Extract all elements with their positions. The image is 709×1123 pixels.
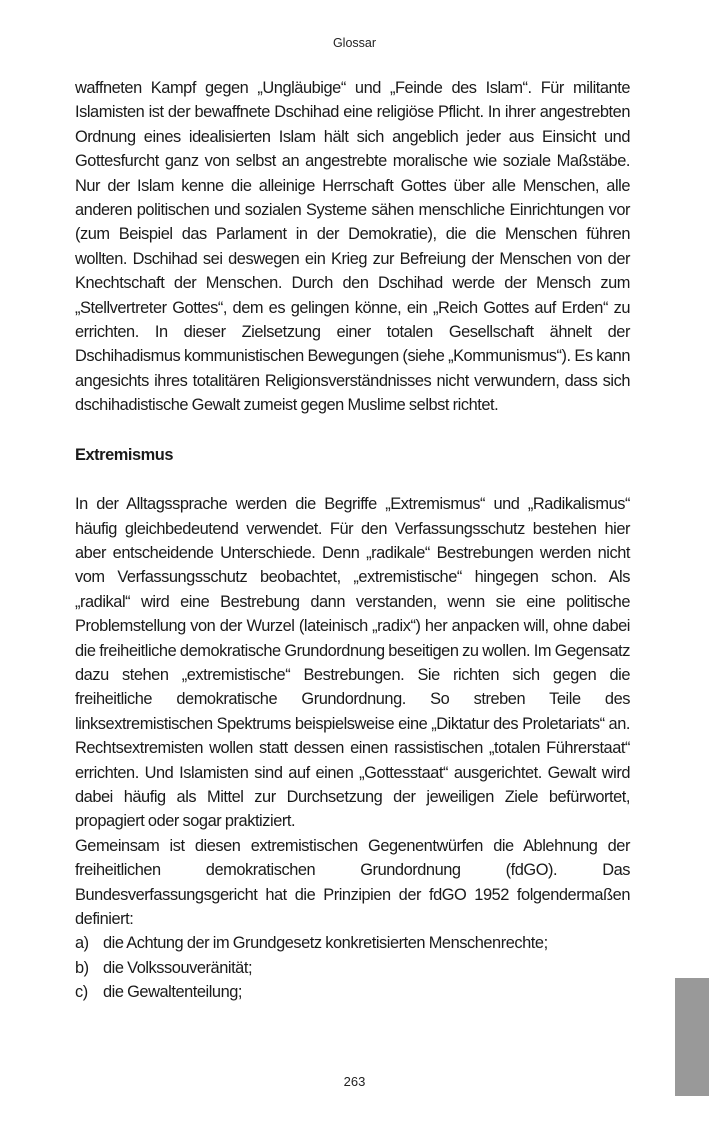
page-body [75, 76, 630, 1005]
running-head: Glossar [332, 36, 377, 50]
fdgo-principles-list [75, 931, 630, 1004]
section-heading-extremismus: Extremismus [75, 445, 173, 464]
list-item [75, 956, 630, 980]
list-item [75, 931, 630, 955]
paragraph-dschihad-continued: waffneten Kampf gegen „Ungläubige“ und „Feinde des Islam“. Für militante Islamisten ist der bewaffnete Dschihad eine religiöse Pflicht. In ihrer angestrebten Ordnung eines idealisierten Islam hält sich angeblich jeder aus Einsicht und Gottesfurcht ganz von selbst an angestrebte moralische wie soziale Maßstäbe. Nur der Islam kenne die alleinige Herrschaft Gottes über alle Menschen, alle anderen politischen und sozialen Systeme sähen menschliche Einrichtungen vor (zum Beispiel das Parlament in der Demokratie), die die Menschen führen wollten. Dschihad sei deswegen ein Krieg zur Befreiung der Menschen von der Knechtschaft der Menschen. Durch den Dschihad werde der Mensch zum „Stellvertreter Gottes“, dem es gelingen könne, ein „Reich Gottes auf Erden“ zu errichten. In dieser Zielsetzung einer totalen Gesellschaft ähnelt der Dschihadismus kommunistischen Bewegungen (siehe „Kommunismus“). Es kann angesichts ihres totalitären Religionsverständnisses nicht verwundern, dass sich dschihadistische Gewalt zumeist gegen Muslime selbst richtet. [75, 79, 630, 415]
list-item-text: die Volkssouveränität; [103, 958, 253, 977]
chapter-thumb-tab [675, 978, 709, 1096]
page-number: 263 [343, 1074, 366, 1089]
list-item-text: die Achtung der im Grundgesetz konkretisierten Menschenrechte; [103, 934, 548, 953]
paragraph-extremismus-2: Gemeinsam ist diesen extremistischen Gegenentwürfen die Ablehnung der freiheitlichen demokratischen Grundordnung (fdGO). Das Bundesverfassungsgericht hat die Prinzipien der fdGO 1952 folgendermaßen definiert: [75, 836, 630, 928]
paragraph-extremismus-1: In der Alltagssprache werden die Begriffe „Extremismus“ und „Radikalismus“ häufig gleichbedeutend verwendet. Für den Verfassungsschutz bestehen hier aber entscheidende Unterschiede. Denn „radikale“ Bestrebungen werden nicht vom Verfassungsschutz beobachtet, „extremistische“ hingegen schon. Als „radikal“ wird eine Bestrebung dann verstanden, wenn sie eine politische Problemstellung von der Wurzel (lateinisch „radix“) her anpacken will, ohne dabei die freiheitliche demokratische Grundordnung beseitigen zu wollen. Im Gegensatz dazu stehen „extremistische“ Bestrebungen. Sie richten sich gegen die freiheitliche demokratische Grundordnung. So streben Teile des linksextremistischen Spektrums beispielsweise eine „Diktatur des Proletariats“ an. Rechtsextremisten wollen statt dessen einen rassistischen „totalen Führerstaat“ errichten. Und Islamisten sind auf einen „Gottesstaat“ ausgerichtet. Gewalt wird dabei häufig als Mittel zur Durchsetzung der jeweiligen Ziele befürwortet, propagiert oder sogar praktiziert. [75, 495, 630, 831]
list-item-marker: a) [75, 934, 89, 953]
list-item-marker: c) [75, 983, 88, 1002]
list-item-text: die Gewaltenteilung; [103, 983, 243, 1002]
list-item-marker: b) [75, 958, 89, 977]
list-item [75, 980, 630, 1004]
